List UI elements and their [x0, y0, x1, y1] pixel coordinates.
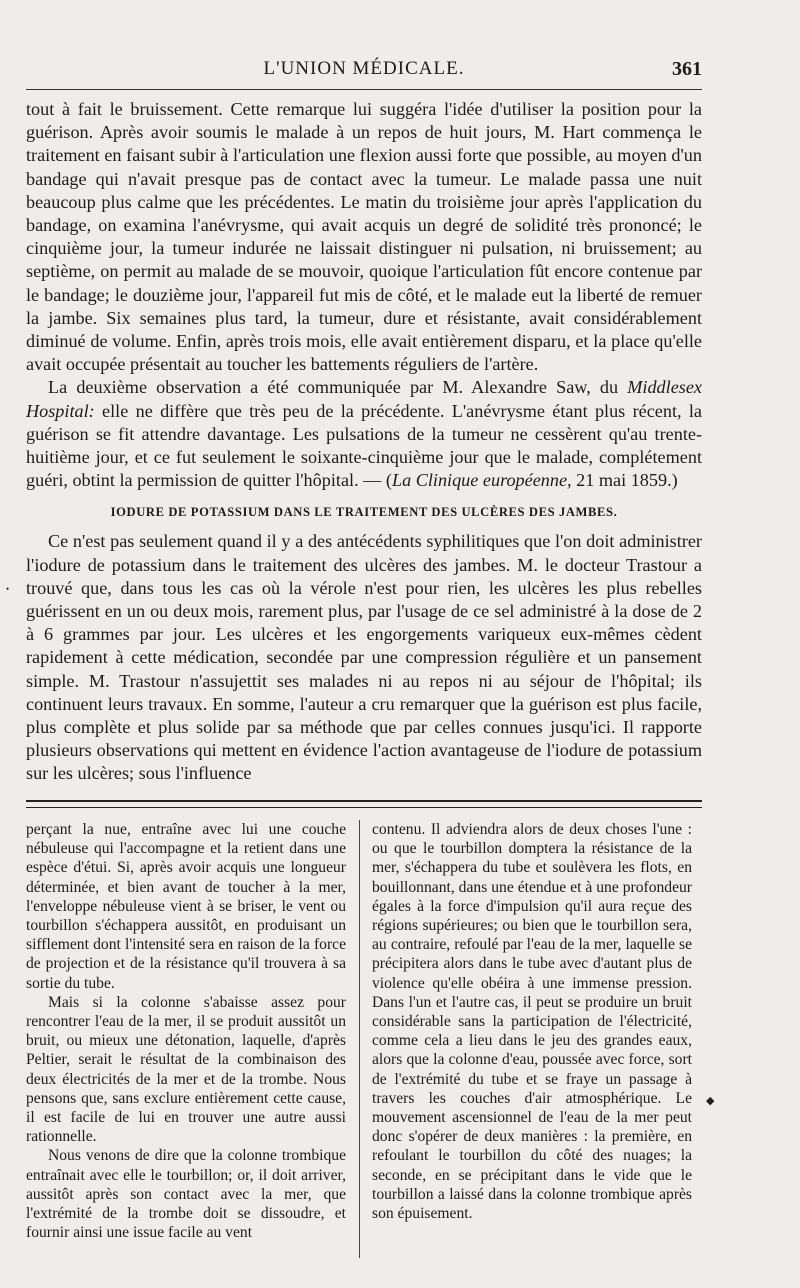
running-head: L'UNION MÉDICALE. [263, 58, 465, 79]
left-paragraph-1: perçant la nue, entraîne avec lui une couche nébuleuse qui l'accompagne et la retient dans une espèce d'étui. Si, après avoir acquis une longueur déterminée, et bien avant de toucher à la mer, l'enveloppe nébuleuse vient à se briser, le vent ou tourbillon s'échappera aussitôt, en produisant un sifflement dont l'intensité sera en raison de la force de projection et de la résistance qu'il trouvera à sa sortie du tube. [26, 821, 346, 992]
feuilleton-left-column [26, 820, 346, 1242]
paragraph-saw-case [26, 376, 702, 492]
saw-case-text: elle ne diffère que très peu de la précédente. L'anévrysme étant plus récent, la guérison se fit attendre davantage. Les pulsations de la tumeur ne cessèrent qu'au trente-huitième jour, et ce fut seulement le soixante-cinquième jour que le malade, complétement guéri, obtint la permission de quitter l'hôpital. — ( [26, 400, 702, 491]
source-date: 21 mai 1859.) [571, 470, 678, 491]
header-rule [26, 89, 702, 90]
left-paragraph-3: Nous venons de dire que la colonne trombique entraînait avec elle le tourbillon; or, il doit arriver, aussitôt après son contact avec la mer, que l'extrémité de la trombe doit se dissoudre, et fournir ainsi une issue facile au vent [26, 1147, 346, 1242]
margin-dot: • [6, 584, 10, 594]
saw-case-text-start: La deuxième observation a été communiquée par M. Alexandre Saw, du [48, 377, 628, 398]
hospital-name: Middlesex Hospital: [26, 377, 702, 421]
section-title: IODURE DE POTASSIUM DANS LE TRAITEMENT DES ULCÈRES DES JAMBES. [110, 505, 618, 520]
paragraph-iodure: Ce n'est pas seulement quand il y a des antécédents syphilitiques que l'on doit administrer l'iodure de potassium dans le traitement des ulcères des jambes. M. le docteur Trastour a trouvé que, dans tous les cas où la vérole n'est pour rien, les ulcères les plus rebelles guérissent en un ou deux mois, rarement plus, par l'usage de ce sel administré à la dose de 2 à 6 grammes par jour. Les ulcères et les engorgements variqueux eux-mêmes cèdent rapidement à cette médication, secondée par une compression régulière et un pansement simple. M. Trastour n'assujettit ses malades ni au repos ni au séjour de l'hôpital; ils continuent leurs travaux. En somme, l'auteur a cru remarquer que la guérison est plus facile, plus complète et plus solide par sa méthode que par celles connues jusqu'ici. Il rapporte plusieurs observations qui mettent en évidence l'action avantageuse de l'iodure de potassium sur les ulcères; sous l'influence [26, 531, 702, 784]
main-text [26, 98, 702, 786]
page-header [26, 50, 702, 90]
left-paragraph-2: Mais si la colonne s'abaisse assez pour rencontrer l'eau de la mer, il se produit aussitôt un bruit, ou mieux une détonation, laquelle, d'après Peltier, serait le résultat de la combinaison des deux électricités de la mer et de la trombe. Nous pensons que, sans exclure entièrement cette cause, il est facile de lui en trouver une autre aussi rationnelle. [26, 993, 346, 1146]
feuilleton [26, 820, 702, 1260]
feuilleton-right-column [372, 820, 692, 1223]
right-paragraph-1: contenu. Il adviendra alors de deux choses l'une : ou que le tourbillon domptera la résistance de la mer, s'échappera du tube et soulèvera les flots, en bouillonnant, dans une étendue et à une profondeur égales à la force d'impulsion qu'il aura reçue des régions supérieures; ou bien que le tourbillon sera, au contraire, refoulé par l'eau de la mer, laquelle se précipitera alors dans le tube avec d'autant plus de violence qu'elle obéira à une immense pression. Dans l'un et l'autre cas, il peut se produire un bruit considérable sans la participation de l'électricité, comme cela a lieu dans le jeu des grandes eaux, alors que la colonne d'eau, poussée avec force, sort de l'extrémité du tube et se fraye un passage à travers les couches d'air atmosphérique. Le mouvement ascensionnel de l'eau de la mer peut donc s'opérer de deux manières : la première, en refoulant le tourbillon du côté des nuages; la seconde, en se précipitant dans le vide que le tourbillon a laissé dans la colonne trombique après son épuisement. [372, 821, 692, 1223]
margin-mark: ◆ [706, 1095, 715, 1107]
column-divider [359, 820, 360, 1258]
paragraph-hart-case: tout à fait le bruissement. Cette remarque lui suggéra l'idée d'utiliser la position pour la guérison. Après avoir soumis le malade à un repos de huit jours, M. Hart commença le traitement en faisant subir à l'articulation une flexion aussi forte que possible, au moyen d'un bandage qui n'avait presque pas de contact avec la tumeur. Le malade passa une nuit beaucoup plus calme que les précédentes. Le matin du troisième jour après l'application du bandage, on examina l'anévrysme, qui avait acquis un degré de solidité très prononcé; le cinquième jour, la tumeur indurée ne laissait distinguer ni pulsation, ni bruissement; au septième, on permit au malade de se mouvoir, quoique l'articulation fût encore contenue par le bandage; le douzième jour, l'appareil fut mis de côté, et le malade eut la liberté de remuer la jambe. Six semaines plus tard, la tumeur, dure et résistante, avait considérablement diminué de volume. Enfin, après trois mois, elle avait entièrement disparu, et la place qu'elle avait occupée présentait au toucher les battements réguliers de l'artère. [26, 99, 702, 375]
source-journal: La Clinique européenne, [391, 470, 572, 491]
page-number: 361 [672, 58, 702, 80]
feuilleton-rule [26, 800, 702, 808]
